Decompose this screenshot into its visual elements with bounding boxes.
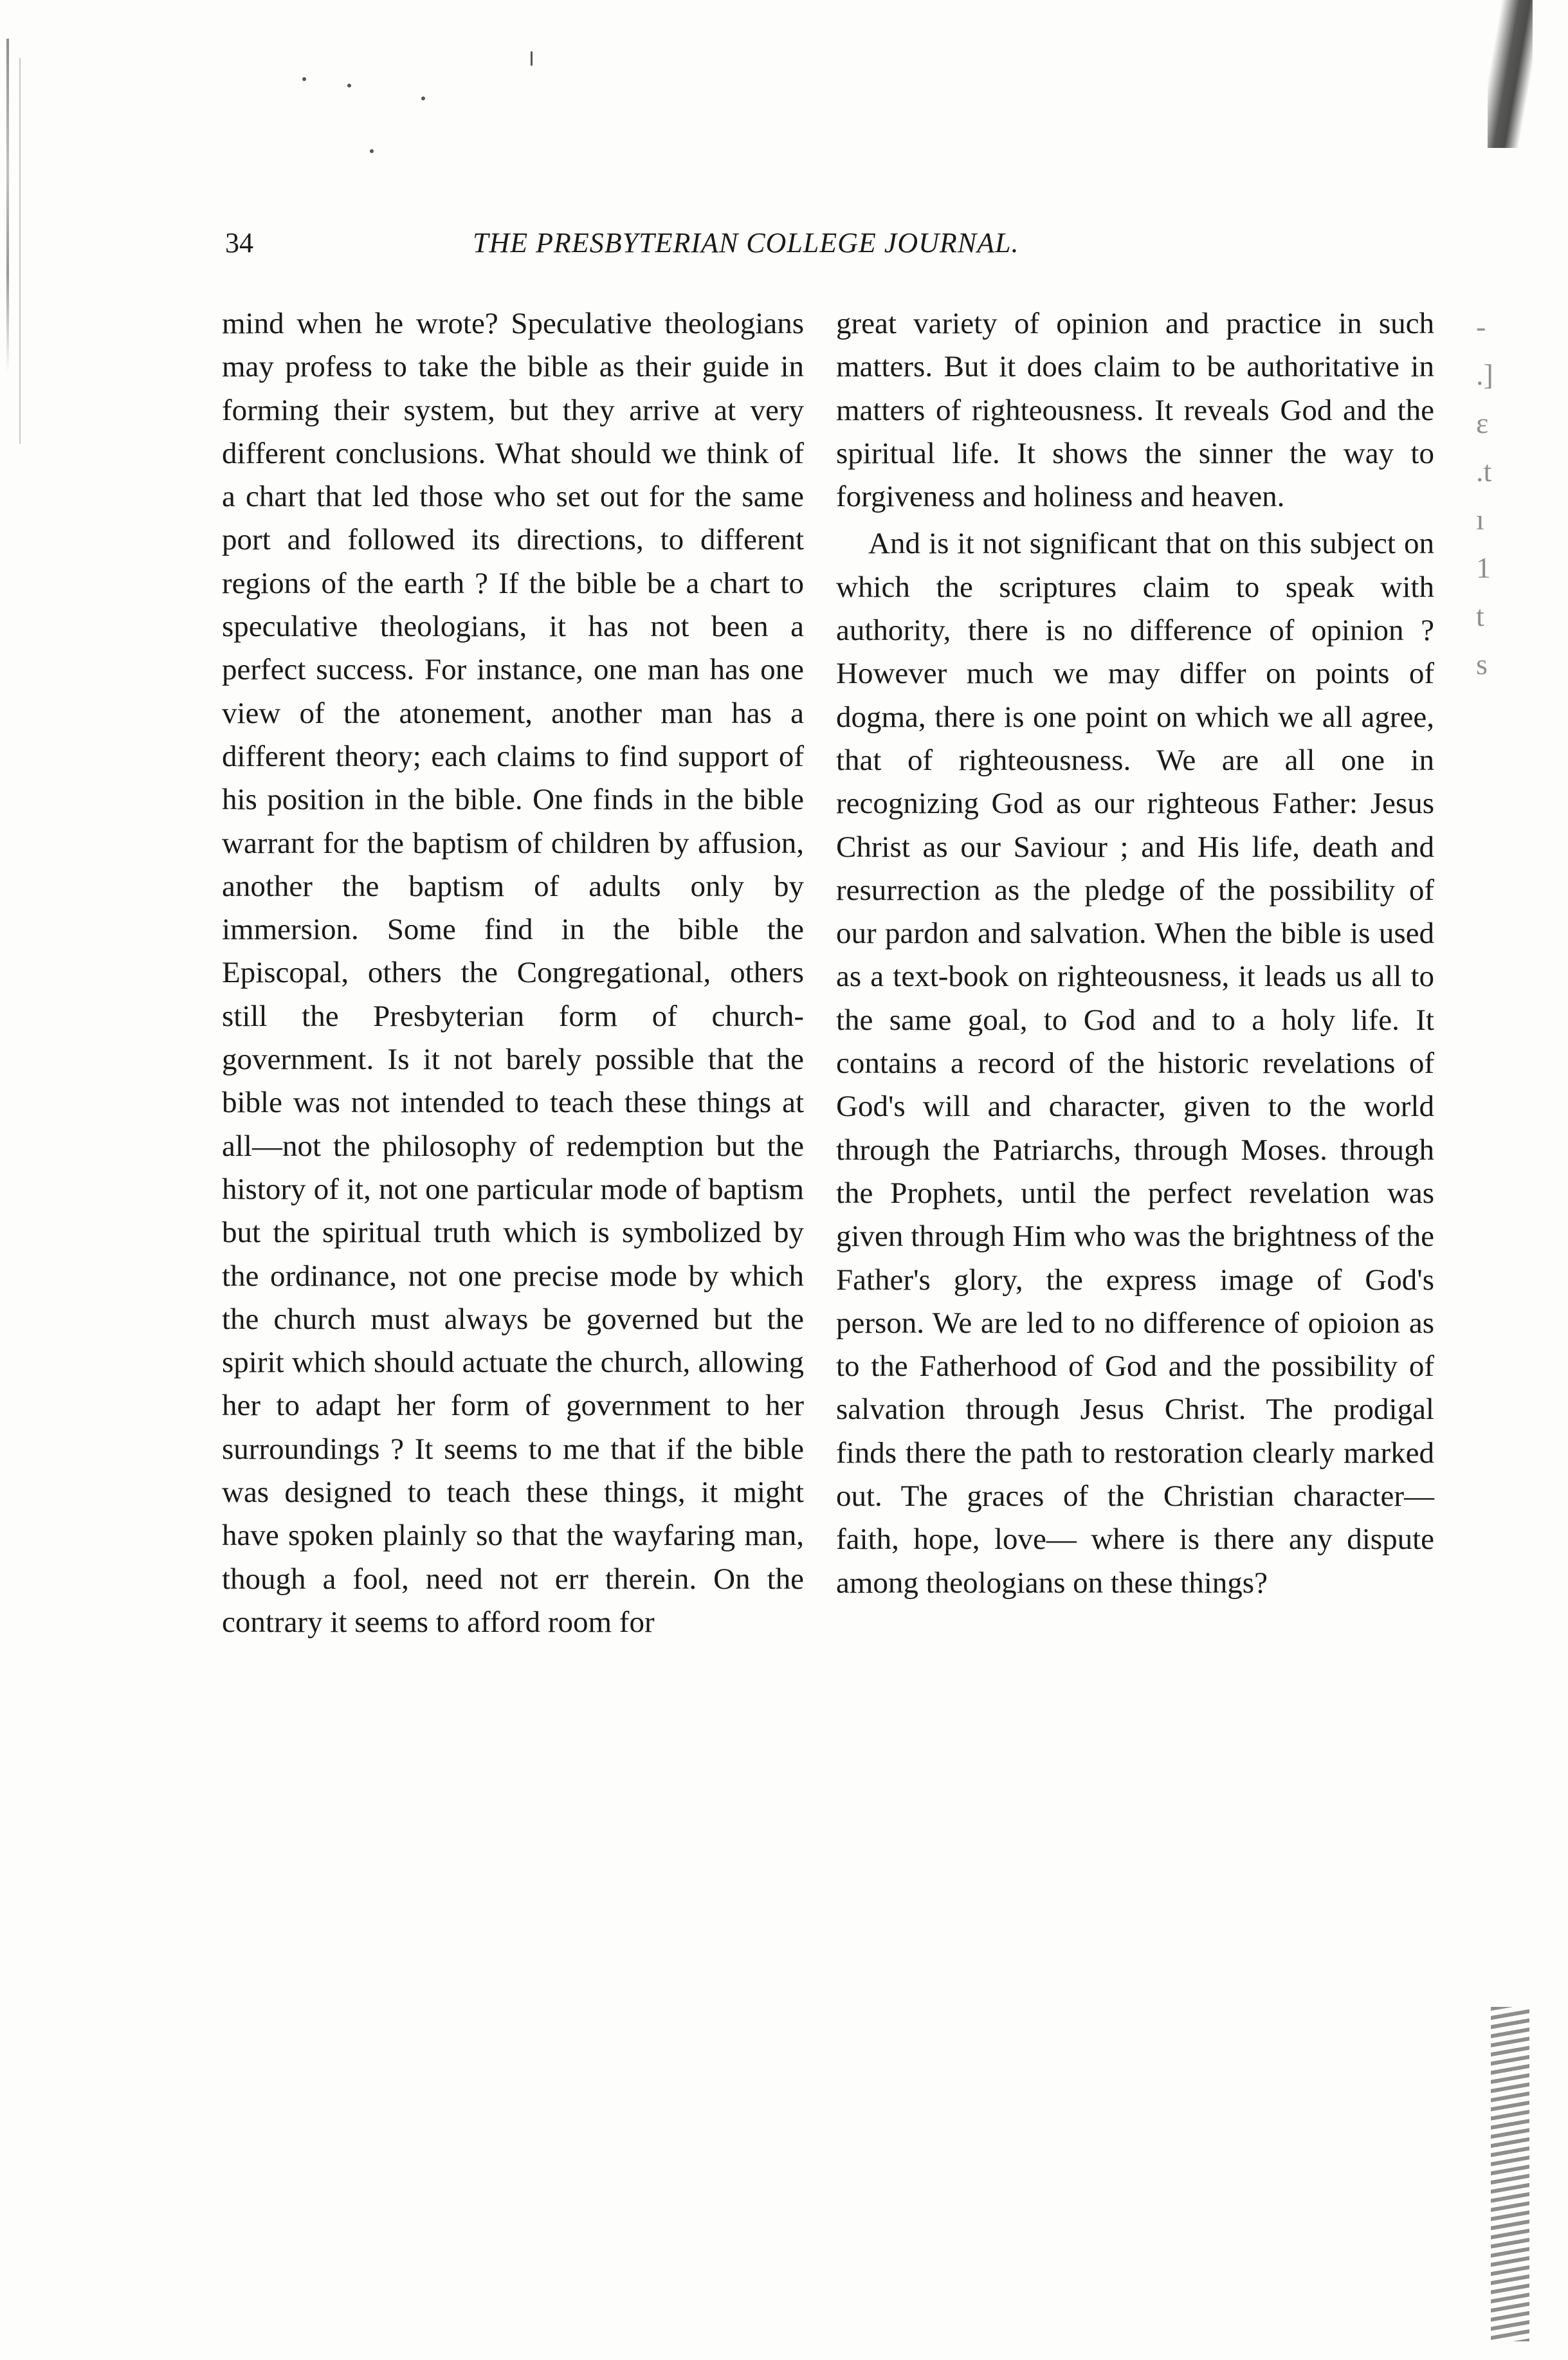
scan-speck [531, 51, 533, 66]
scan-speck [347, 84, 351, 87]
scan-edge-artifact [1491, 2007, 1529, 2341]
paragraph: great variety of opinion and practice in such matters. But it does claim to be authoritative in matters of righteousness. It reveals God and the spiritual life. It shows the sinner the way to forgiveness and holiness and heaven. [836, 307, 1434, 514]
text-column-left [222, 302, 804, 1644]
scan-speck [421, 96, 425, 100]
scan-speck [370, 149, 374, 153]
scan-edge-artifact [19, 58, 21, 444]
paragraph: And is it not significant that on this subject on which the scriptures claim to speak with authority, there is no difference of opinion ? However much we may differ on points of dogma, there is one point on which we all agree, that of righteousness. We are all one in recognizing God as our righteous Father: Jesus Christ as our Saviour ; and His life, death and resurrection as the pledge of the possibility of our pardon and salvation. When the bible is used as a text-book on righteousness, it leads us all to the same goal, to God and to a holy life. It contains a record of the historic revelations of God's will and character, given to the world through the Patriarchs, through Moses. through the Prophets, until the perfect revelation was given through Him who was the brightness of the Father's glory, the express image of God's person. We are led to no difference of opioion as to the Fatherhood of God and the possibility of salvation through Jesus Christ. The prodigal finds there the path to restoration clearly marked out. The graces of the Christian character— faith, hope, love— where is there any dispute among theologians on these things? [836, 527, 1434, 1600]
bleed-through-text: - .] ɛ .t ı 1 t s [1476, 310, 1493, 681]
scan-edge-artifact [6, 39, 9, 373]
running-title: THE PRESBYTERIAN COLLEGE JOURNAL. [473, 227, 1019, 259]
scan-speck [302, 77, 306, 81]
page-number: 34 [225, 227, 253, 259]
page-header [212, 226, 1434, 271]
scan-edge-artifact [1488, 0, 1533, 148]
text-column-right [836, 302, 1434, 1605]
paragraph: mind when he wrote? Speculative theologians may profess to take the bible as their guide in forming their system, but they arrive at very different conclusions. What should we think of a chart that led those who set out for the same port and followed its directions, to different regions of the earth ? If the bible be a chart to speculative theologians, it has not been a perfect success. For instance, one man has one view of the atonement, another man has a different theory; each claims to find support of his position in the bible. One finds in the bible warrant for the baptism of children by affusion, another the baptism of adults only by immersion. Some find in the bible the Episcopal, others the Congregational, others still the Presbyterian form of church-government. Is it not barely possible that the bible was not intended to teach these things at all—not the philosophy of redemption but the history of it, not one particular mode of baptism but the spiritual truth which is symbolized by the ordinance, not one precise mode by which the church must always be governed but the spirit which should actuate the church, allowing her to adapt her form of government to her surroundings ? It seems to me that if the bible was designed to teach these things, it might have spoken plainly so that the wayfaring man, though a fool, need not err therein. On the contrary it seems to afford room for [222, 307, 804, 1639]
